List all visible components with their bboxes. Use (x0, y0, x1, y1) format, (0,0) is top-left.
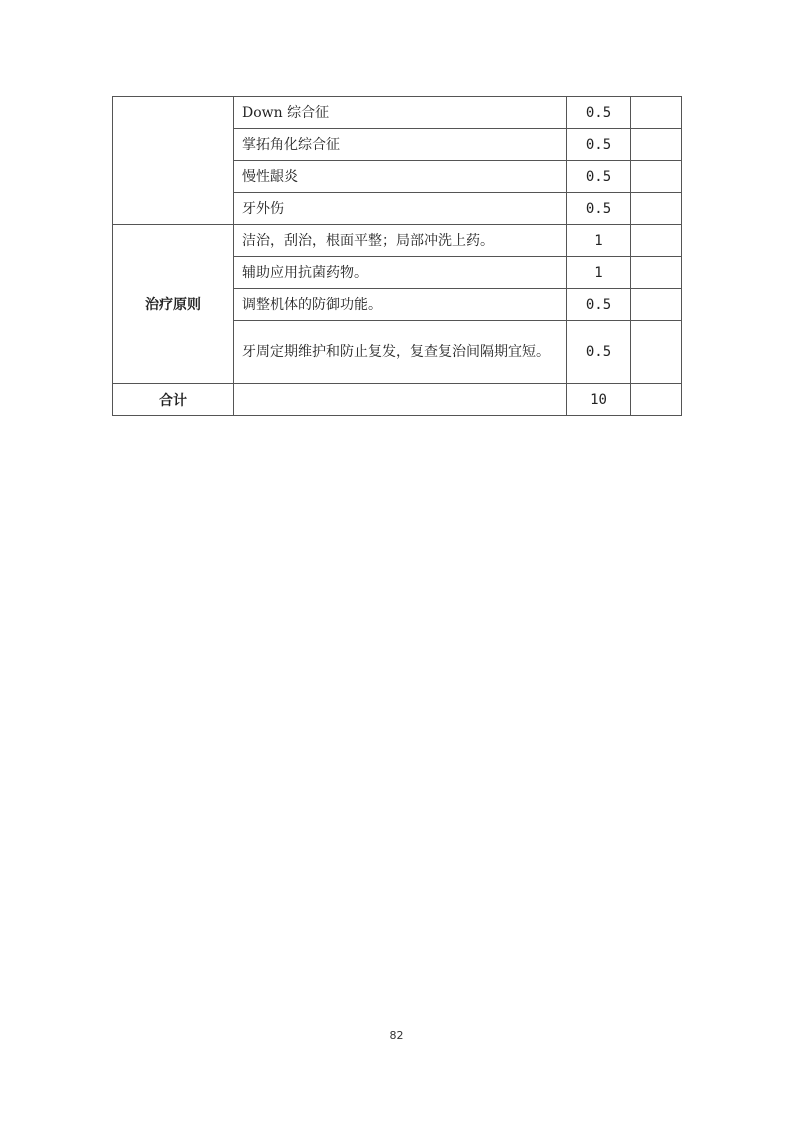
page-number: 82 (389, 1029, 404, 1042)
item-cell: 辅助应用抗菌药物。 (234, 257, 567, 289)
score-cell: 0.5 (567, 321, 631, 384)
score-cell: 1 (567, 257, 631, 289)
item-cell: 调整机体的防御功能。 (234, 289, 567, 321)
item-cell: 牙外伤 (234, 193, 567, 225)
total-score: 10 (567, 384, 631, 416)
item-cell: 洁治，刮治，根面平整；局部冲洗上药。 (234, 225, 567, 257)
blank-cell (631, 193, 682, 225)
item-cell: 慢性龈炎 (234, 161, 567, 193)
blank-cell (631, 321, 682, 384)
score-cell: 0.5 (567, 129, 631, 161)
blank-cell (631, 384, 682, 416)
table-row (113, 225, 682, 257)
item-cell: Down 综合征 (234, 97, 567, 129)
score-cell: 0.5 (567, 161, 631, 193)
table-row (113, 97, 682, 129)
total-row (113, 384, 682, 416)
blank-cell (631, 129, 682, 161)
blank-cell (631, 257, 682, 289)
blank-cell (631, 225, 682, 257)
blank-cell (631, 289, 682, 321)
item-cell: 牙周定期维护和防止复发，复查复治间隔期宜短。 (234, 321, 567, 384)
item-cell: 掌拓角化综合征 (234, 129, 567, 161)
score-cell: 0.5 (567, 289, 631, 321)
total-label: 合计 (113, 384, 234, 416)
total-item-cell (234, 384, 567, 416)
score-cell: 1 (567, 225, 631, 257)
category-cell-continued (113, 97, 234, 225)
score-cell: 0.5 (567, 193, 631, 225)
score-cell: 0.5 (567, 97, 631, 129)
blank-cell (631, 97, 682, 129)
category-cell: 治疗原则 (113, 225, 234, 384)
scoring-table (112, 96, 682, 416)
blank-cell (631, 161, 682, 193)
